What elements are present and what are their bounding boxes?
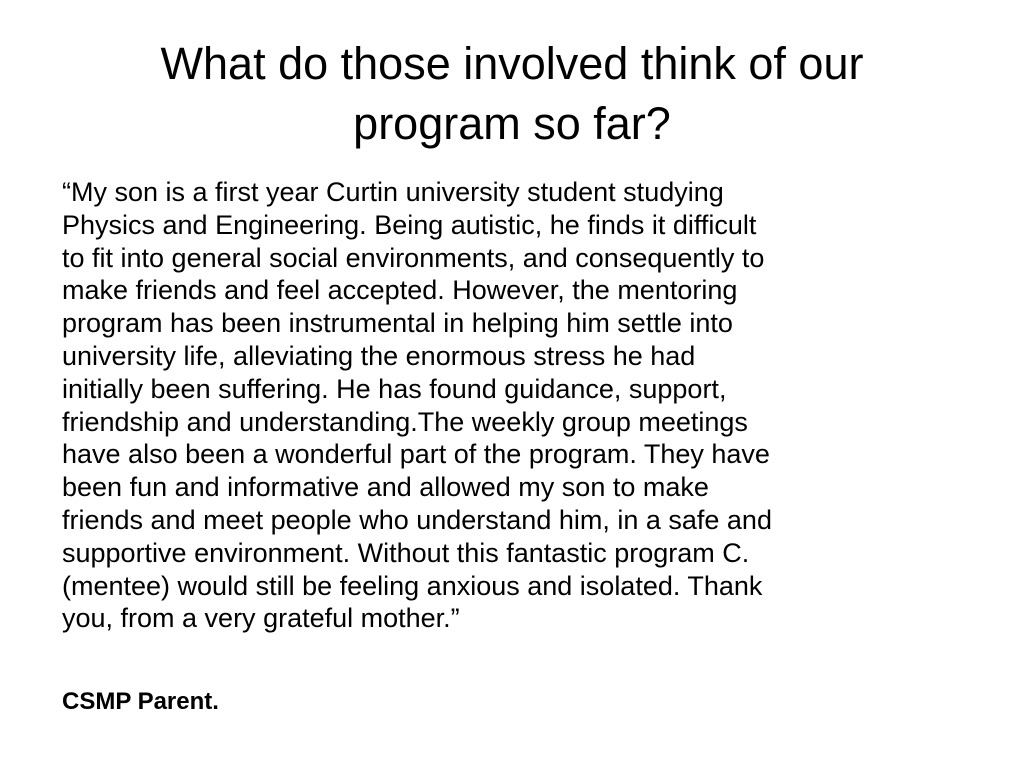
quote-line: university life, alleviating the enormous stress he had: [62, 340, 696, 371]
quote-line: (mentee) would still be feeling anxious and isolated. Thank: [62, 570, 763, 601]
quote-line: to fit into general social environments, and consequently to: [62, 242, 765, 273]
testimonial-attribution: CSMP Parent.: [62, 688, 219, 715]
quote-line: make friends and feel accepted. However, the mentoring: [62, 275, 738, 306]
title-line: What do those involved think of our: [160, 38, 864, 89]
quote-line: initially been suffering. He has found guidance, support,: [62, 373, 727, 404]
parent-testimonial-quote: [62, 176, 966, 635]
slide-title: [40, 34, 984, 154]
quote-line: “My son is a first year Curtin university student studying: [62, 177, 724, 207]
quote-line: you, from a very grateful mother.”: [62, 603, 460, 634]
quote-line: been fun and informative and allowed my son to make: [62, 472, 709, 503]
quote-line: friendship and understanding.The weekly group meetings: [62, 406, 748, 437]
quote-line: have also been a wonderful part of the program. They have: [62, 439, 770, 470]
quote-line: Physics and Engineering. Being autistic, he finds it difficult: [62, 209, 757, 240]
title-line: program so far?: [353, 98, 671, 149]
quote-line: supportive environment. Without this fantastic program C.: [62, 537, 750, 568]
quote-line: program has been instrumental in helping him settle into: [62, 308, 733, 339]
quote-line: friends and meet people who understand him, in a safe and: [62, 504, 772, 535]
